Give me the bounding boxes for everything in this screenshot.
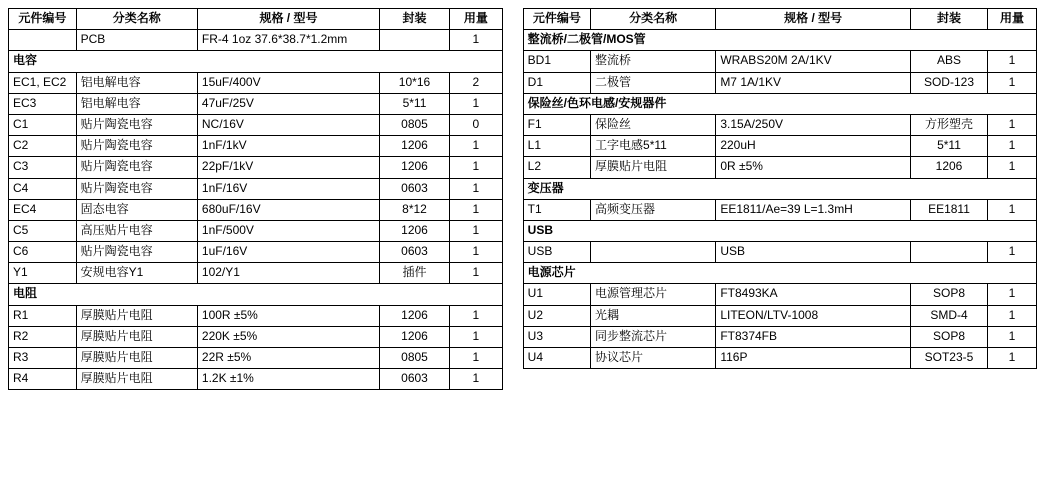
group-label: 整流桥/二极管/MOS管 <box>523 30 1036 51</box>
table-row <box>9 326 503 347</box>
table-row <box>9 305 503 326</box>
cell-category: 协议芯片 <box>591 348 716 369</box>
cell-ref: C1 <box>9 114 77 135</box>
cell-ref: D1 <box>523 72 590 93</box>
cell-qty: 1 <box>987 157 1036 178</box>
cell-spec: WRABS20M 2A/1KV <box>716 51 911 72</box>
cell-qty: 1 <box>987 136 1036 157</box>
cell-package: 5*11 <box>380 93 450 114</box>
cell-ref: U1 <box>523 284 590 305</box>
cell-package: SOP8 <box>911 284 988 305</box>
column-header-ref: 元件编号 <box>523 9 590 30</box>
table-row <box>9 30 503 51</box>
cell-package: 1206 <box>380 220 450 241</box>
cell-spec: 15uF/400V <box>197 72 379 93</box>
column-header-ref: 元件编号 <box>9 9 77 30</box>
cell-package: 1206 <box>911 157 988 178</box>
cell-ref: R4 <box>9 369 77 390</box>
table-row <box>9 93 503 114</box>
cell-spec: 47uF/25V <box>197 93 379 114</box>
cell-package: 0603 <box>380 242 450 263</box>
group-label: 电容 <box>9 51 503 72</box>
group-row <box>523 220 1036 241</box>
table-row <box>523 284 1036 305</box>
cell-qty: 1 <box>987 305 1036 326</box>
table-row <box>9 348 503 369</box>
cell-category: PCB <box>76 30 197 51</box>
cell-qty: 1 <box>987 51 1036 72</box>
cell-spec: FT8493KA <box>716 284 911 305</box>
cell-qty: 1 <box>449 93 502 114</box>
left-table-body <box>9 30 503 390</box>
cell-spec: 0R ±5% <box>716 157 911 178</box>
table-row <box>523 72 1036 93</box>
group-label: 保险丝/色环电感/安规器件 <box>523 93 1036 114</box>
cell-spec: 1nF/16V <box>197 178 379 199</box>
cell-spec: 1uF/16V <box>197 242 379 263</box>
cell-ref: U4 <box>523 348 590 369</box>
cell-ref: F1 <box>523 114 590 135</box>
cell-category: 固态电容 <box>76 199 197 220</box>
cell-category: 厚膜贴片电阻 <box>76 326 197 347</box>
cell-package: EE1811 <box>911 199 988 220</box>
cell-ref: C5 <box>9 220 77 241</box>
cell-category: 贴片陶瓷电容 <box>76 114 197 135</box>
cell-spec: EE1811/Ae=39 L=1.3mH <box>716 199 911 220</box>
table-row <box>523 51 1036 72</box>
table-row <box>9 178 503 199</box>
cell-category: 二极管 <box>591 72 716 93</box>
header-row <box>9 9 503 30</box>
cell-qty: 1 <box>987 242 1036 263</box>
column-header-category: 分类名称 <box>591 9 716 30</box>
cell-ref: R1 <box>9 305 77 326</box>
cell-qty: 1 <box>987 72 1036 93</box>
cell-spec: 1.2K ±1% <box>197 369 379 390</box>
table-row <box>9 199 503 220</box>
group-row <box>9 51 503 72</box>
table-row <box>523 136 1036 157</box>
left-bom-table <box>8 8 503 390</box>
cell-qty: 0 <box>449 114 502 135</box>
cell-category: 高压贴片电容 <box>76 220 197 241</box>
cell-package: SOD-123 <box>911 72 988 93</box>
cell-category: 同步整流芯片 <box>591 326 716 347</box>
table-row <box>9 72 503 93</box>
cell-package: SOT23-5 <box>911 348 988 369</box>
left-table-header <box>9 9 503 30</box>
cell-spec: 1nF/1kV <box>197 136 379 157</box>
cell-ref: R3 <box>9 348 77 369</box>
cell-ref: C2 <box>9 136 77 157</box>
cell-qty: 1 <box>449 157 502 178</box>
cell-package: 0603 <box>380 178 450 199</box>
cell-package: 5*11 <box>911 136 988 157</box>
right-table-body <box>523 30 1036 369</box>
cell-spec: NC/16V <box>197 114 379 135</box>
right-table-header <box>523 9 1036 30</box>
cell-spec: 22R ±5% <box>197 348 379 369</box>
cell-spec: 220uH <box>716 136 911 157</box>
cell-qty: 1 <box>449 178 502 199</box>
table-row <box>523 326 1036 347</box>
table-row <box>523 305 1036 326</box>
table-row <box>523 157 1036 178</box>
cell-qty: 1 <box>449 348 502 369</box>
cell-qty: 1 <box>987 199 1036 220</box>
cell-ref: T1 <box>523 199 590 220</box>
cell-ref: EC4 <box>9 199 77 220</box>
table-row <box>523 242 1036 263</box>
cell-ref: L2 <box>523 157 590 178</box>
column-header-spec: 规格 / 型号 <box>716 9 911 30</box>
cell-category: 贴片陶瓷电容 <box>76 136 197 157</box>
right-bom-table <box>523 8 1037 369</box>
column-header-qty: 用量 <box>987 9 1036 30</box>
cell-spec: FR-4 1oz 37.6*38.7*1.2mm <box>197 30 379 51</box>
group-row <box>523 93 1036 114</box>
cell-category: 贴片陶瓷电容 <box>76 178 197 199</box>
cell-category: 电源管理芯片 <box>591 284 716 305</box>
group-row <box>523 178 1036 199</box>
cell-qty: 1 <box>449 220 502 241</box>
cell-spec: 100R ±5% <box>197 305 379 326</box>
cell-package: 1206 <box>380 157 450 178</box>
cell-spec: 102/Y1 <box>197 263 379 284</box>
cell-qty: 1 <box>449 263 502 284</box>
cell-spec: M7 1A/1KV <box>716 72 911 93</box>
cell-package: 0603 <box>380 369 450 390</box>
cell-ref: R2 <box>9 326 77 347</box>
cell-package <box>380 30 450 51</box>
cell-spec: 116P <box>716 348 911 369</box>
column-header-qty: 用量 <box>449 9 502 30</box>
cell-category: 厚膜贴片电阻 <box>76 369 197 390</box>
cell-package: ABS <box>911 51 988 72</box>
header-row <box>523 9 1036 30</box>
cell-package: 1206 <box>380 136 450 157</box>
cell-spec: LITEON/LTV-1008 <box>716 305 911 326</box>
cell-spec: 3.15A/250V <box>716 114 911 135</box>
group-label: 电阻 <box>9 284 503 305</box>
cell-category: 厚膜贴片电阻 <box>591 157 716 178</box>
cell-ref: EC1, EC2 <box>9 72 77 93</box>
group-row <box>9 284 503 305</box>
group-label: 电源芯片 <box>523 263 1036 284</box>
cell-category: 高频变压器 <box>591 199 716 220</box>
table-row <box>9 369 503 390</box>
cell-category: 厚膜贴片电阻 <box>76 348 197 369</box>
cell-qty: 1 <box>449 305 502 326</box>
cell-category: 保险丝 <box>591 114 716 135</box>
table-row <box>523 199 1036 220</box>
cell-package: SMD-4 <box>911 305 988 326</box>
cell-category: 贴片陶瓷电容 <box>76 242 197 263</box>
cell-category: 工字电感5*11 <box>591 136 716 157</box>
cell-spec: 22pF/1kV <box>197 157 379 178</box>
group-row <box>523 30 1036 51</box>
cell-category: 安规电容Y1 <box>76 263 197 284</box>
table-row <box>9 263 503 284</box>
cell-package: 0805 <box>380 114 450 135</box>
cell-package: SOP8 <box>911 326 988 347</box>
table-row <box>9 220 503 241</box>
cell-ref: C4 <box>9 178 77 199</box>
cell-qty: 1 <box>987 348 1036 369</box>
cell-spec: USB <box>716 242 911 263</box>
cell-ref: EC3 <box>9 93 77 114</box>
table-row <box>523 348 1036 369</box>
cell-spec: 220K ±5% <box>197 326 379 347</box>
column-header-package: 封装 <box>911 9 988 30</box>
cell-ref: BD1 <box>523 51 590 72</box>
cell-qty: 1 <box>449 30 502 51</box>
column-header-category: 分类名称 <box>76 9 197 30</box>
cell-ref: U2 <box>523 305 590 326</box>
cell-ref: L1 <box>523 136 590 157</box>
column-header-package: 封装 <box>380 9 450 30</box>
cell-category: 贴片陶瓷电容 <box>76 157 197 178</box>
column-header-spec: 规格 / 型号 <box>197 9 379 30</box>
cell-spec: 1nF/500V <box>197 220 379 241</box>
group-label: USB <box>523 220 1036 241</box>
cell-category: 光耦 <box>591 305 716 326</box>
cell-qty: 1 <box>987 326 1036 347</box>
cell-ref: C6 <box>9 242 77 263</box>
table-row <box>9 114 503 135</box>
cell-category: 厚膜贴片电阻 <box>76 305 197 326</box>
cell-qty: 1 <box>987 114 1036 135</box>
cell-package: 方形塑壳 <box>911 114 988 135</box>
cell-ref: Y1 <box>9 263 77 284</box>
cell-package: 1206 <box>380 326 450 347</box>
cell-spec: FT8374FB <box>716 326 911 347</box>
group-row <box>523 263 1036 284</box>
cell-qty: 1 <box>449 199 502 220</box>
cell-package: 1206 <box>380 305 450 326</box>
cell-qty: 2 <box>449 72 502 93</box>
table-row <box>9 242 503 263</box>
cell-ref: C3 <box>9 157 77 178</box>
cell-qty: 1 <box>449 326 502 347</box>
cell-package: 10*16 <box>380 72 450 93</box>
cell-package: 8*12 <box>380 199 450 220</box>
cell-ref: USB <box>523 242 590 263</box>
table-row <box>9 157 503 178</box>
cell-ref: U3 <box>523 326 590 347</box>
cell-category <box>591 242 716 263</box>
table-row <box>523 114 1036 135</box>
cell-category: 铝电解电容 <box>76 93 197 114</box>
cell-package: 插件 <box>380 263 450 284</box>
cell-package <box>911 242 988 263</box>
cell-package: 0805 <box>380 348 450 369</box>
cell-ref <box>9 30 77 51</box>
cell-qty: 1 <box>449 242 502 263</box>
group-label: 变压器 <box>523 178 1036 199</box>
cell-spec: 680uF/16V <box>197 199 379 220</box>
cell-qty: 1 <box>449 369 502 390</box>
cell-qty: 1 <box>449 136 502 157</box>
table-row <box>9 136 503 157</box>
cell-qty: 1 <box>987 284 1036 305</box>
cell-category: 整流桥 <box>591 51 716 72</box>
cell-category: 铝电解电容 <box>76 72 197 93</box>
